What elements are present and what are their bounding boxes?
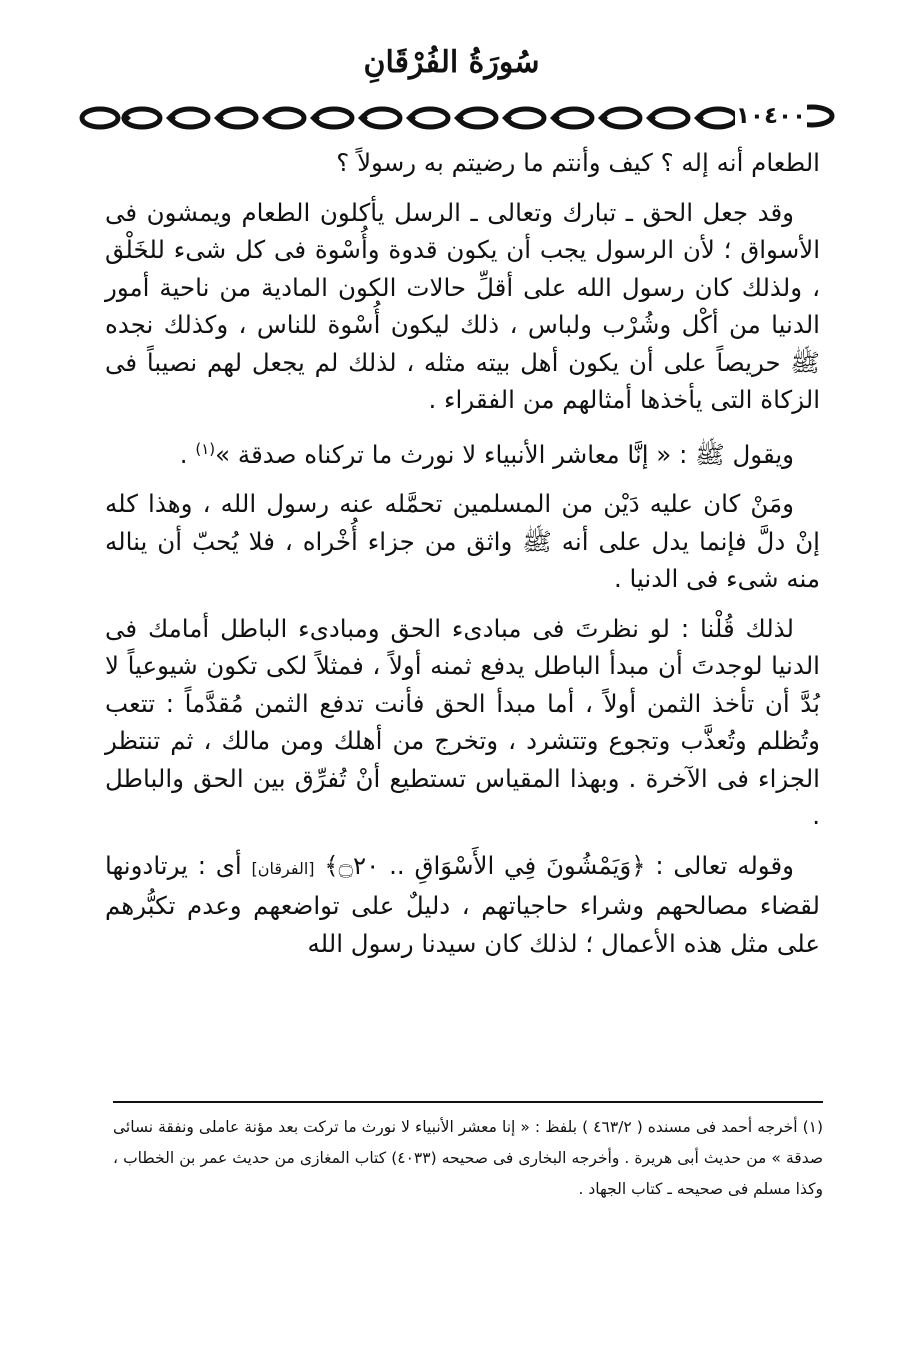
main-text	[105, 144, 820, 974]
paragraph-1: الطعام أنه إله ؟ كيف وأنتم ما رضيتم به رسولاً ؟	[336, 148, 820, 177]
paragraph-3	[105, 431, 820, 474]
paragraph-6-text: أى : يرتادونها لقضاء مصالحهم وشراء حاجياتهم ، دليلٌ على تواضعهم وعدم تكبُّرهم على مثل هذه الأعمال ؛ لذلك كان سيدنا رسول الله	[105, 850, 820, 958]
surah-title: سُورَةُ الفُرْقَانِ	[363, 45, 540, 80]
page-number: ١٠٤٠٠	[735, 96, 807, 136]
paragraph-2: وقد جعل الحق ـ تبارك وتعالى ـ الرسل يأكلون الطعام ويمشون فى الأسواق ؛ لأن الرسول يجب أن يكون قدوة وأُسْوة فى كل شىء للخَلْق ، ولذلك كان رسول الله على أقلِّ حالات الكون المادية من ناحية أمور الدنيا من أكْل وشُرْب ولباس ، ذلك ليكون أُسْوة للناس ، وكذلك نجده ﷺ حريصاً على أن يكون أهل بيته مثله ، لذلك لم يجعل لهم نصيباً فى الزكاة التى يأخذها أمثالهم من الفقراء .	[105, 197, 820, 414]
footnote-divider	[113, 1101, 823, 1103]
paragraph-6-lead: وقوله تعالى :	[645, 850, 794, 880]
paragraph-4: ومَنْ كان عليه دَيْن من المسلمين تحمَّله عنه رسول الله ، وهذا كله إنْ دلَّ فإنما يدل على أنه ﷺ واثق من جزاء أُخْراه ، فلا يُحبّ أن يناله منه شىء فى الدنيا .	[105, 489, 820, 594]
footnote-1: (١) أخرجه أحمد فى مسنده ( ٤٦٣/٢ ) بلفظ : « إنا معشر الأنبياء لا نورث ما تركت بعد مؤنة عاملى ونفقة نسائى صدقة » من حديث أبى هريرة . وأخرجه البخارى فى صحيحه (٤٠٣٣) كتاب المغازى من حديث عمر بن الخطاب ، وكذا مسلم فى صحيحه ـ كتاب الجهاد .	[113, 1118, 824, 1198]
paragraph-3-end: .	[179, 439, 196, 469]
footnote-ref-1[interactable]: (١)	[195, 439, 216, 458]
hadith-quote: ويقول ﷺ : « إنَّا معاشر الأنبياء لا نورث ما تركناه صدقة »	[215, 439, 794, 469]
paragraph-5: لذلك قُلْنا : لو نظرتَ فى مبادىء الحق ومبادىء الباطل أمامك فى الدنيا لوجدتَ أن مبدأ الباطل يدفع ثمنه أولاً ، فمثلاً لكى تكون شيوعياً لا بُدَّ أن تأخذ الثمن أولاً ، أما مبدأ الحق فأنت تدفع الثمن مُقدَّماً : تتعب وتُظلم وتُعذَّب وتجوع وتتشرد ، وتخرج من أهلك ومن مالك ، ثم تنتظر الجزاء فى الآخرة . وبهذا المقياس تستطيع أنْ تُفرِّق بين الحق والباطل .	[105, 613, 820, 831]
surah-reference: [الفرقان]	[251, 858, 315, 878]
header-ornament-border	[78, 96, 838, 140]
footnotes	[113, 1112, 823, 1205]
paragraph-6	[105, 847, 820, 963]
quran-verse: ﴿وَيَمْشُونَ فِي الأَسْوَاقِ .. ۝٢٠﴾	[324, 850, 646, 880]
